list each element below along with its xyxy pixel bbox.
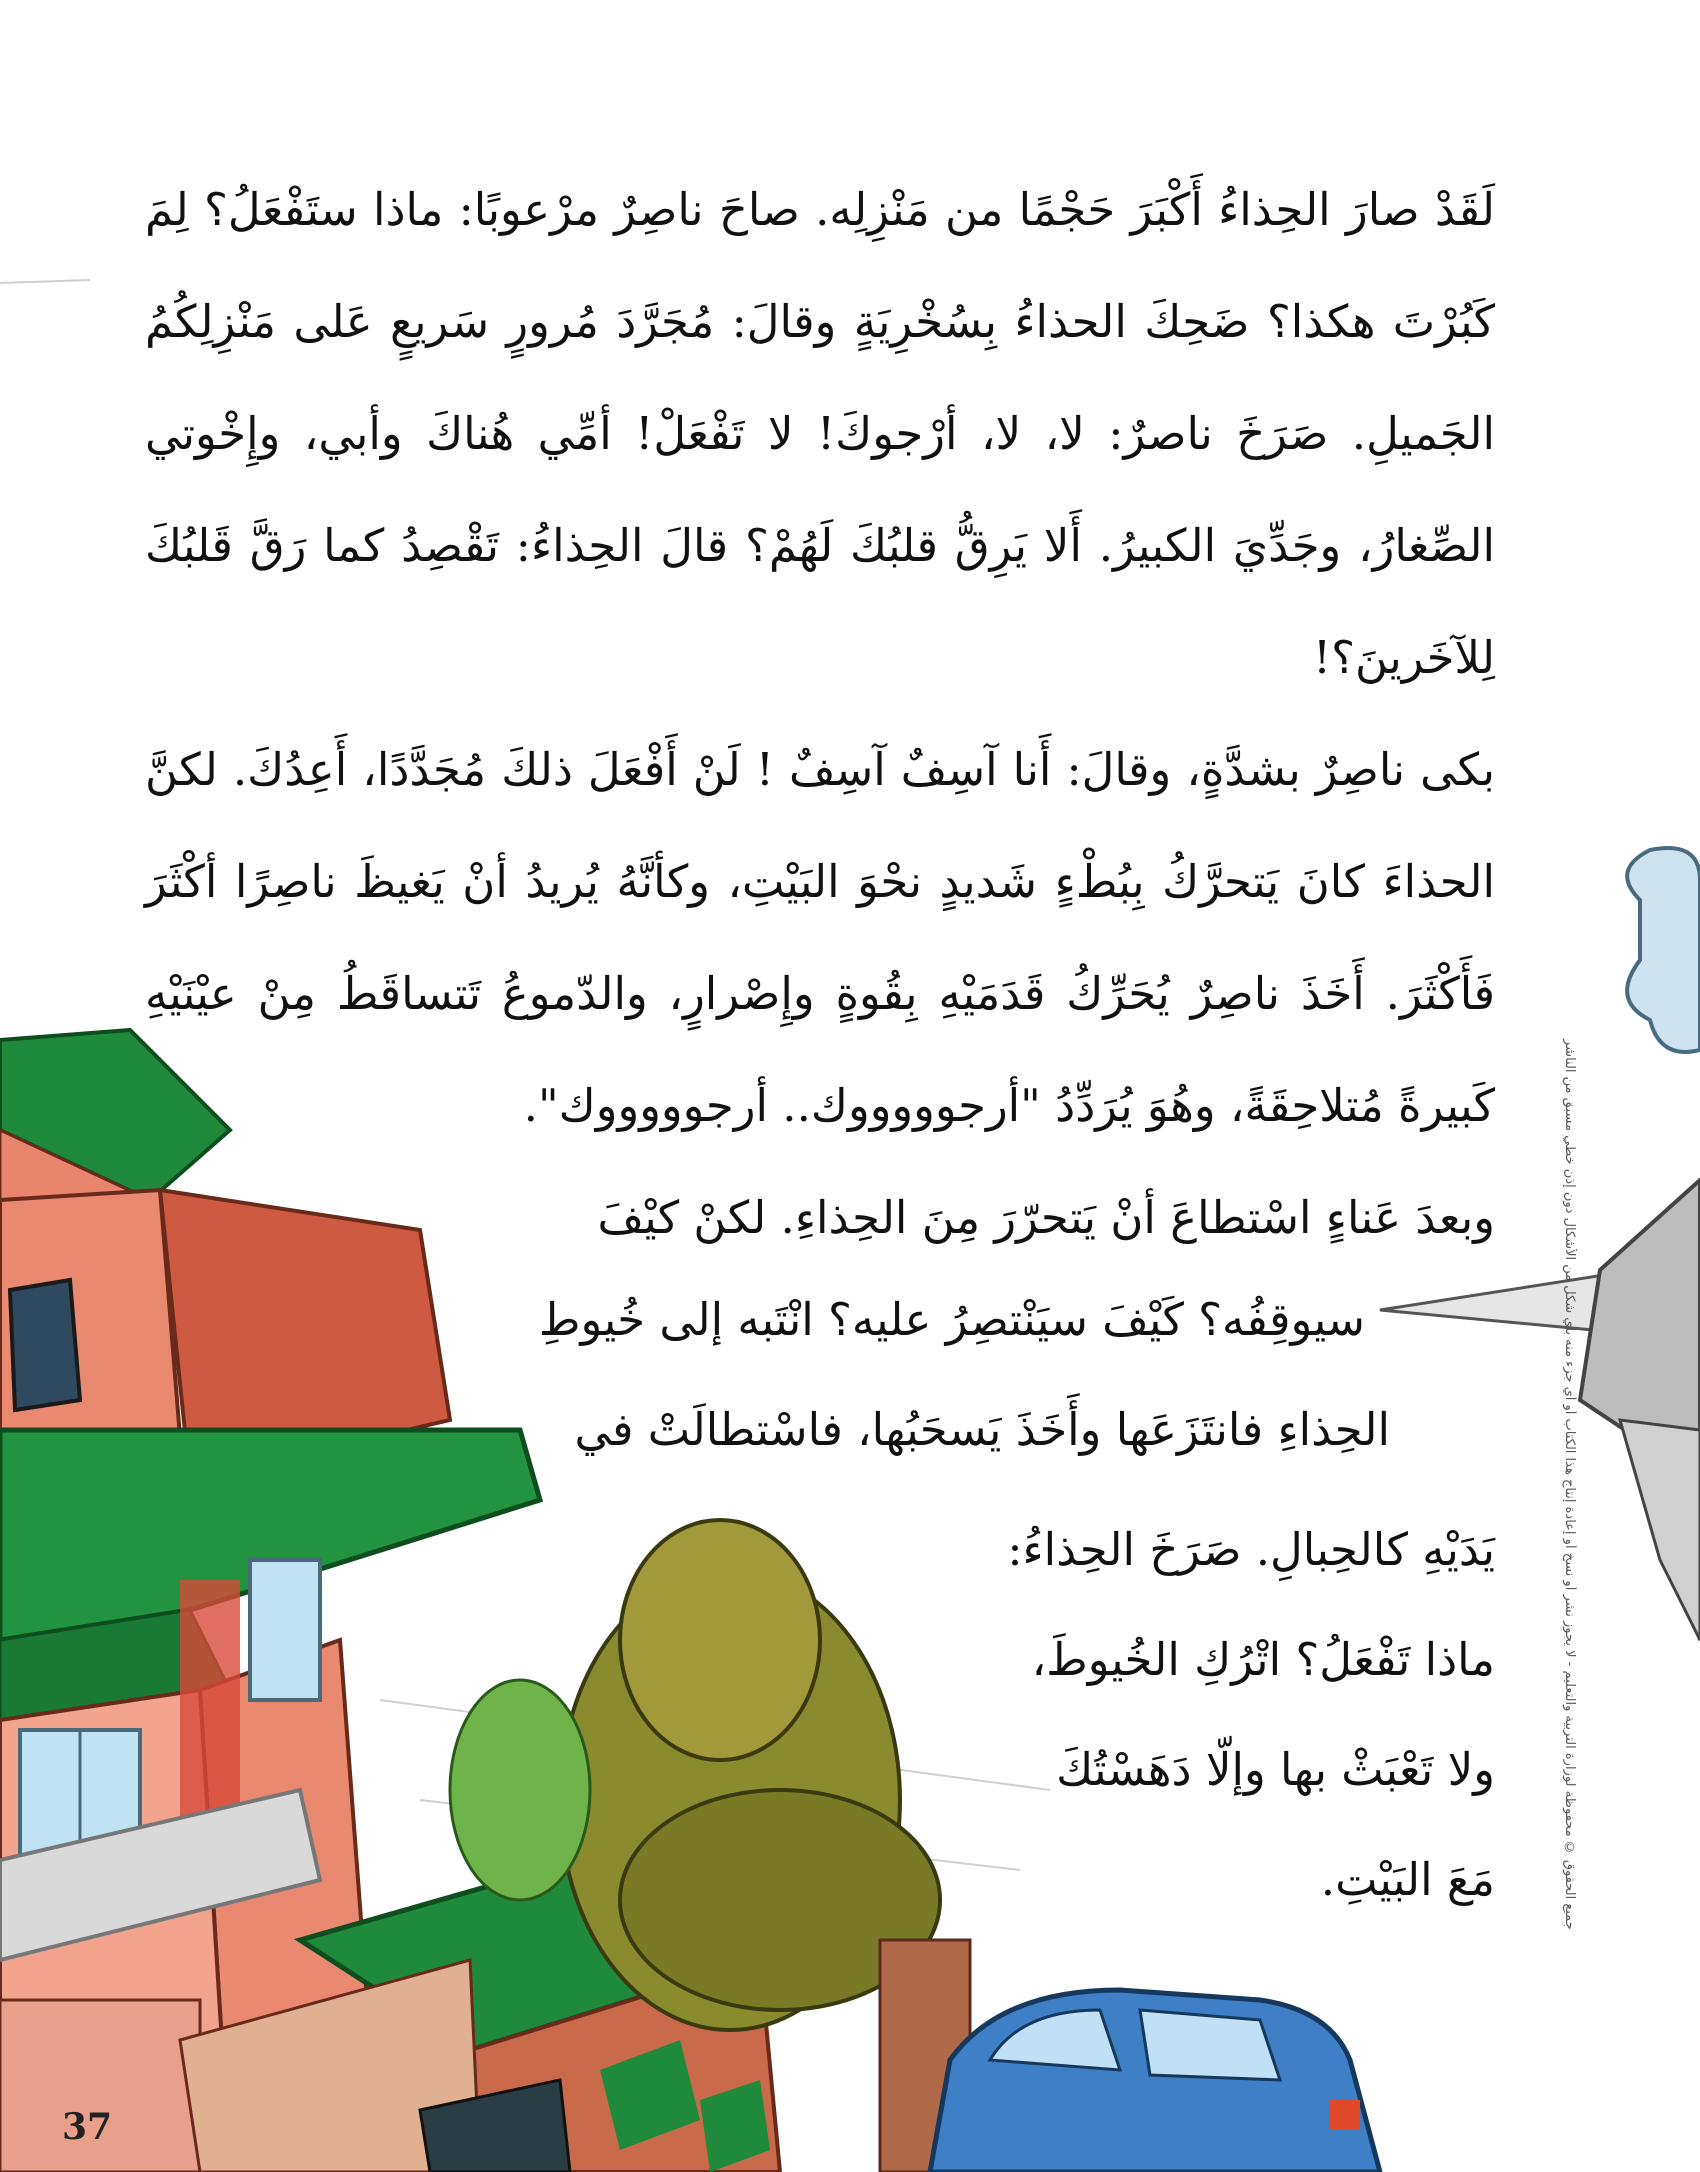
story-line: الصِّغارُ، وجَدِّيَ الكبيرُ. أَلا يَرِقُّ قلبُكَ لَهُمْ؟ قالَ الحِذاءُ: تَقْصِدُ كما رَقَّ قَلبُكَ bbox=[145, 519, 1495, 572]
copyright-notice: جميع الحقوق © محفوظة لوزارة التربية والتعليم - لا يجوز نشر أو نسخ أو إعادة إنتاج هذا الكتاب أو أي جزء منه بأي شكل من الأشكال دون إذن خطي مسبق من الناشر bbox=[1562, 1039, 1577, 1930]
story-line: الحِذاءِ فانتَزَعَها وأَخَذَ يَسحَبُها، فاسْتطالَتْ في bbox=[574, 1403, 1390, 1456]
story-line: بكى ناصِرٌ بشدَّةٍ، وقالَ: أَنا آسِفٌ آسِفٌ ! لَنْ أَفْعَلَ ذلكَ مُجَدَّدًا، أَعِدُكَ. لكنَّ bbox=[145, 743, 1495, 796]
story-line: كَبُرْتَ هكذا؟ ضَحِكَ الحذاءُ بِسُخْرِيَةٍ وقالَ: مُجَرَّدَ مُرورٍ سَريعٍ عَلى مَنْزِلِكُمُ bbox=[145, 295, 1495, 348]
cloud-illustration bbox=[1627, 848, 1700, 1052]
story-line: كَبيرةً مُتلاحِقَةً، وهُوَ يُرَدِّدُ "أرجوووووك.. أرجوووووك". bbox=[523, 1079, 1495, 1132]
story-line: سيوقِفُه؟ كَيْفَ سيَنْتصِرُ عليه؟ انْتَبه إلى خُيوطِ bbox=[538, 1293, 1365, 1346]
story-line: وبعدَ عَناءٍ اسْتطاعَ أنْ يَتحرّرَ مِنَ الحِذاءِ. لكنْ كيْفَ bbox=[597, 1191, 1495, 1244]
page-number: 37 bbox=[62, 2106, 113, 2148]
story-line: فَأَكْثَرَ. أَخَذَ ناصِرٌ يُحَرِّكُ قَدَمَيْهِ بِقُوةٍ وإِصْرارٍ، والدّموعُ تَتساقَطُ مِنْ عيْنَيْهِ bbox=[145, 967, 1495, 1020]
story-line: الجَميلِ. صَرَخَ ناصرٌ: لا، لا، أرْجوكَ! لا تَفْعَلْ! أمِّي هُناكَ وأبي، وإِخْوتي bbox=[145, 407, 1495, 460]
story-line: مَعَ البَيْتِ. bbox=[1320, 1853, 1495, 1906]
story-line: ولا تَعْبَثْ بها وإلّا دَهَسْتُكَ bbox=[1056, 1743, 1495, 1796]
story-line: لِلآخَرينَ؟! bbox=[1313, 631, 1495, 684]
story-line: لَقَدْ صارَ الحِذاءُ أَكْبَرَ حَجْمًا من مَنْزِلِه. صاحَ ناصِرٌ مرْعوبًا: ماذا ستَفْعَلُ؟ لِمَ bbox=[145, 183, 1495, 236]
car-illustration bbox=[930, 1990, 1380, 2172]
story-line: يَدَيْهِ كالحِبالِ. صَرَخَ الحِذاءُ: bbox=[1007, 1523, 1495, 1576]
story-line: ماذا تَفْعَلُ؟ اتْرُكِ الخُيوطَ، bbox=[1031, 1633, 1495, 1686]
story-line: الحذاءَ كانَ يَتحرَّكُ بِبُطْءٍ شَديدٍ نحْوَ البَيْتِ، وكأنَّهُ يُريدُ أنْ يَغيظَ ناصِرًا أكْثَرَ bbox=[145, 855, 1495, 908]
